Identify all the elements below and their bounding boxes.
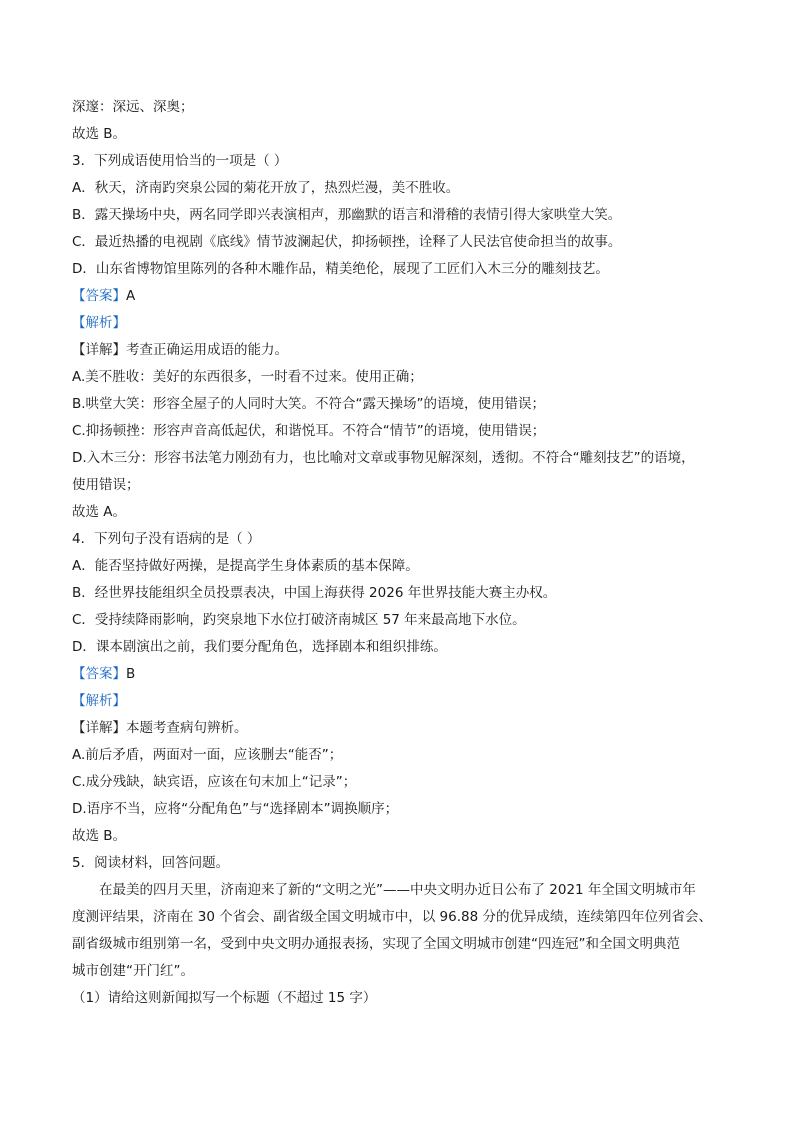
question-5-sub-1: （1）请给这则新闻拟写一个标题（不超过 15 字） xyxy=(72,990,377,1006)
reading-paragraph-line: 在最美的四月天里，济南迎来了新的“文明之光”——中央文明办近日公布了 2021 年全国文明城市年 xyxy=(99,882,696,898)
question-3-analysis xyxy=(72,310,732,337)
text-line: 故选 B。 xyxy=(72,126,127,142)
analysis-tag: 【解析】 xyxy=(72,315,126,331)
question-3-explain-d-cont: 使用错误； xyxy=(72,477,140,493)
question-3-option-d: D．山东省博物馆里陈列的各种木雕作品，精美绝伦，展现了工匠们入木三分的雕刻技艺。 xyxy=(72,261,609,277)
reading-paragraph-line: 城市创建“开门红”。 xyxy=(72,963,194,979)
reading-paragraph-line: 副省级城市组别第一名，受到中央文明办通报表扬，实现了全国文明城市创建“四连冠”和全国文明典范 xyxy=(72,936,680,952)
detail-tag: 【详解】 xyxy=(72,342,126,358)
question-3-option-c: C．最近热播的电视剧《底线》情节波澜起伏，抑扬顿挫，诠释了人民法官使命担当的故事。 xyxy=(72,234,622,250)
question-4-stem: 4．下列句子没有语病的是（ ） xyxy=(72,531,261,547)
question-5-stem: 5．阅读材料，回答问题。 xyxy=(72,855,230,871)
analysis-tag: 【解析】 xyxy=(72,693,126,709)
question-4-option-b: B．经世界技能组织全员投票表决，中国上海获得 2026 年世界技能大赛主办权。 xyxy=(72,585,557,601)
question-3-explain-c: C.抑扬顿挫：形容声音高低起伏，和谐悦耳。不符合“情节”的语境，使用错误； xyxy=(72,423,546,439)
answer-value: A xyxy=(126,288,136,304)
question-4-option-d: D．课本剧演出之前，我们要分配角色，选择剧本和组织排练。 xyxy=(72,639,447,655)
question-3-stem: 3．下列成语使用恰当的一项是（ ） xyxy=(72,153,288,169)
question-4-option-c: C．受持续降雨影响，趵突泉地下水位打破济南城区 57 年来最高地下水位。 xyxy=(72,612,526,628)
question-4-analysis xyxy=(72,688,732,715)
answer-value: B xyxy=(126,666,136,682)
question-3-answer xyxy=(72,283,732,310)
document-content xyxy=(72,94,732,1012)
answer-tag: 【答案】 xyxy=(72,666,126,682)
question-3-option-a: A．秋天，济南趵突泉公园的菊花开放了，热烈烂漫，美不胜收。 xyxy=(72,180,460,196)
question-3-explain-d: D.入木三分：形容书法笔力刚劲有力，也比喻对文章或事物见解深刻，透彻。不符合“雕刻技艺”的语境， xyxy=(72,450,695,466)
answer-tag: 【答案】 xyxy=(72,288,126,304)
question-4-answer xyxy=(72,661,732,688)
detail-tag: 【详解】 xyxy=(72,720,126,736)
question-3-explain-b: B.哄堂大笑：形容全屋子的人同时大笑。不符合“露天操场”的语境，使用错误； xyxy=(72,396,546,412)
question-3-option-b: B．露天操场中央，两名同学即兴表演相声，那幽默的语言和滑稽的表情引得大家哄堂大笑。 xyxy=(72,207,622,223)
question-4-option-a: A．能否坚持做好两操，是提高学生身体素质的基本保障。 xyxy=(72,558,419,574)
text-line: 深邃：深远、深奥； xyxy=(72,99,194,115)
question-3-choice: 故选 A。 xyxy=(72,504,127,520)
detail-text: 本题考查病句辨析。 xyxy=(126,720,248,736)
detail-text: 考查正确运用成语的能力。 xyxy=(126,342,288,358)
question-3-detail xyxy=(72,337,732,364)
reading-paragraph-line: 度测评结果，济南在 30 个省会、副省级全国文明城市中，以 96.88 分的优异成绩，连续第四年位列省会、 xyxy=(72,909,712,925)
question-4-explain-a: A.前后矛盾，两面对一面，应该删去“能否”； xyxy=(72,747,343,763)
question-4-detail xyxy=(72,715,732,742)
question-4-choice: 故选 B。 xyxy=(72,828,127,844)
question-3-explain-a: A.美不胜收：美好的东西很多，一时看不过来。使用正确； xyxy=(72,369,423,385)
question-4-explain-d: D.语序不当，应将“分配角色”与“选择剧本”调换顺序； xyxy=(72,801,399,817)
question-4-explain-c: C.成分残缺，缺宾语，应该在句末加上“记录”； xyxy=(72,774,357,790)
